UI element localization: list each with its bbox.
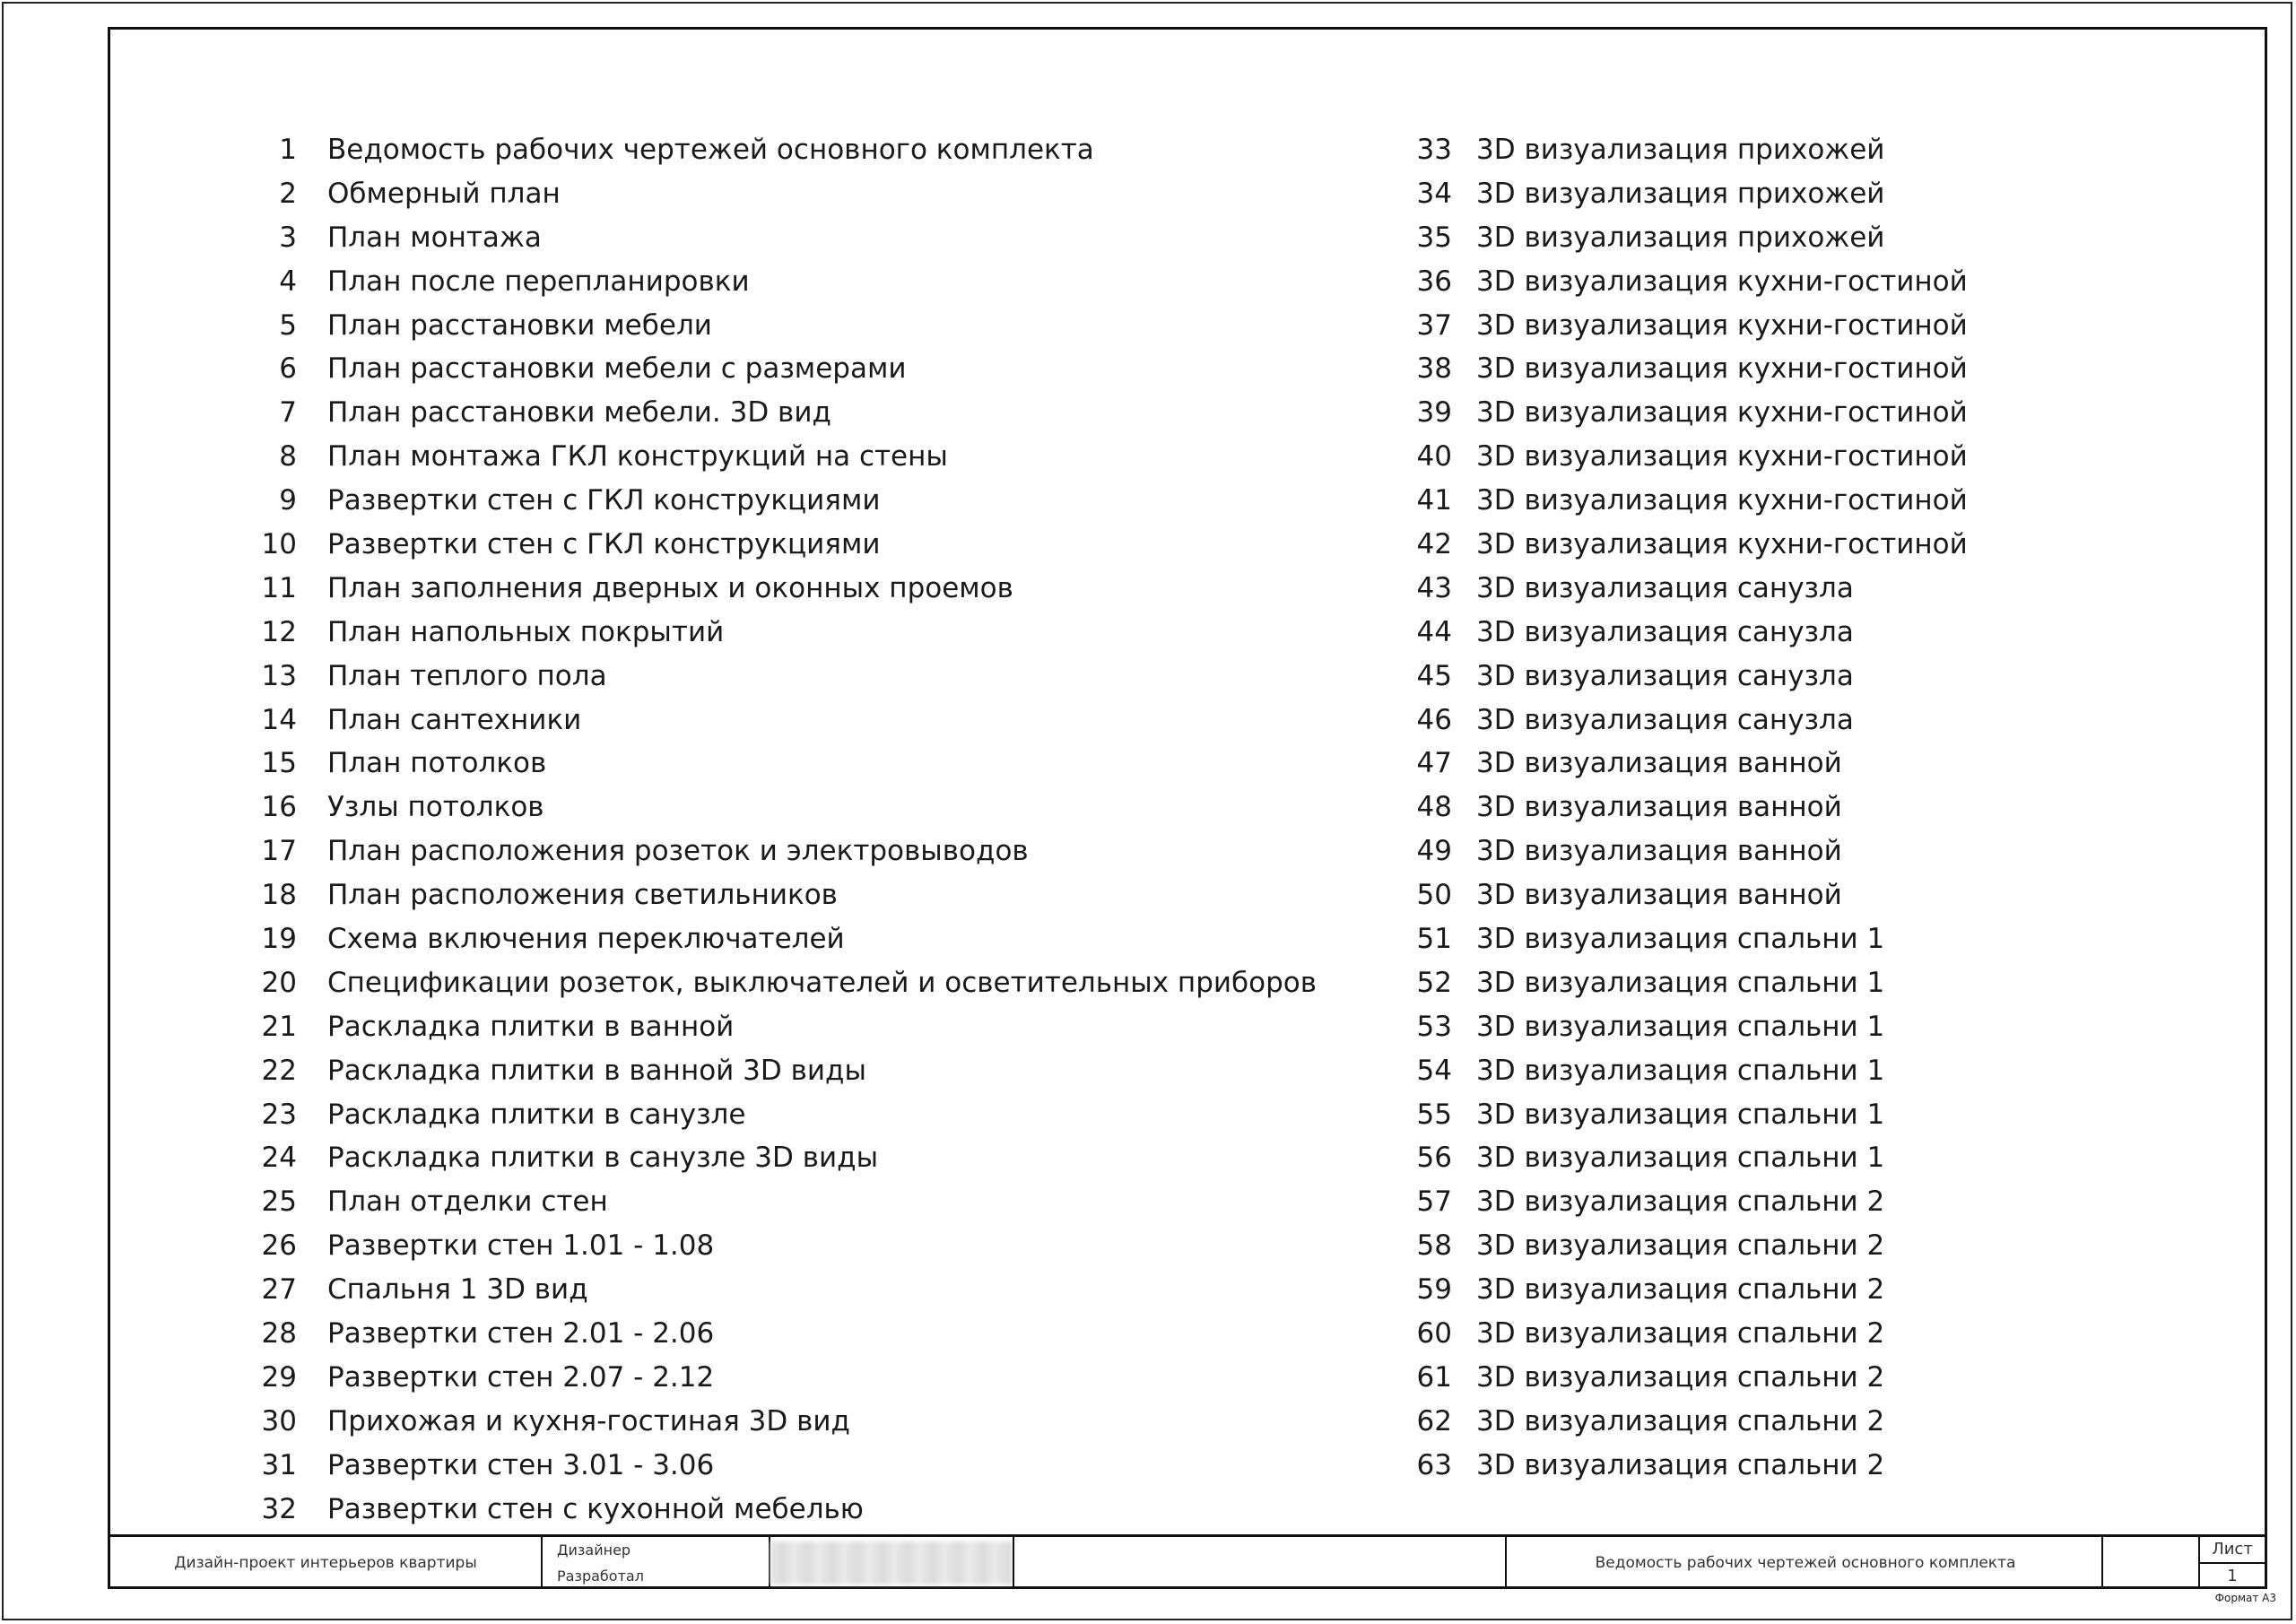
sheet-title-cell: 3D визуализация санузла	[1476, 703, 1854, 736]
sheet-number-cell: 62	[1416, 1404, 1452, 1437]
sheet-number-cell: 27	[261, 1273, 297, 1307]
sheet-number-cell: 36	[1416, 265, 1452, 298]
sheet-title-cell: 3D визуализация спальни 2	[1476, 1185, 1885, 1219]
sheet-title-cell: 3D визуализация спальни 1	[1476, 1098, 1885, 1131]
sheet-number-cell: 18	[261, 879, 297, 912]
sheet-title-cell: Раскладка плитки в ванной	[327, 1010, 735, 1043]
sheet-title-cell: 3D визуализация спальни 2	[1476, 1448, 1885, 1481]
sheet-title-cell: 3D визуализация санузла	[1476, 659, 1854, 692]
sheet-number-cell: 16	[261, 791, 297, 824]
sheet-title-cell: 3D визуализация ванной	[1476, 747, 1842, 780]
sheet-number-cell: 40	[1416, 440, 1452, 473]
title-block	[110, 1534, 2265, 1586]
sheet-number-cell: 50	[1416, 879, 1452, 912]
sheet-title-cell: Прихожая и кухня-гостиная 3D вид	[327, 1404, 850, 1437]
sheet-number-cell: 45	[1416, 659, 1452, 692]
sheet-title-cell: 3D визуализация ванной	[1476, 879, 1842, 912]
sheet-title-cell: План напольных покрытий	[327, 615, 725, 648]
sheet-title-cell: 3D визуализация спальни 2	[1476, 1317, 1885, 1350]
sheet-number-cell: 47	[1416, 747, 1452, 780]
sheet-title-cell: 3D визуализация ванной	[1476, 835, 1842, 868]
sheet-title-cell: 3D визуализация спальни 2	[1476, 1229, 1885, 1263]
sheet-number-cell: 63	[1416, 1448, 1452, 1481]
sheet-number-cell: 8	[279, 440, 297, 473]
sheet-number-cell: 17	[261, 835, 297, 868]
sheet-number-cell: 44	[1416, 615, 1452, 648]
sheet-number-cell: 11	[261, 571, 297, 604]
sheet-title-cell: Развертки стен 3.01 - 3.06	[327, 1448, 715, 1481]
sheet-title-cell: План потолков	[327, 747, 547, 780]
sheet-title-cell: 3D визуализация ванной	[1476, 791, 1842, 824]
sheet-title-cell: 3D визуализация санузла	[1476, 615, 1854, 648]
sheet-number-cell: 30	[261, 1404, 297, 1437]
sheet-number-cell: 21	[261, 1010, 297, 1043]
sheet-number-cell: 12	[261, 615, 297, 648]
sheet-number-cell: 34	[1416, 177, 1452, 210]
sheet-number-cell: 35	[1416, 221, 1452, 254]
sheet-title-cell: 3D визуализация кухни-гостиной	[1476, 528, 1968, 561]
sheet-number-cell: 51	[1416, 923, 1452, 956]
sheet-title-cell: Раскладка плитки в санузле 3D виды	[327, 1142, 879, 1175]
sheet-number: 1	[2227, 1567, 2238, 1585]
sheet-number-cell: 56	[1416, 1142, 1452, 1175]
sheet-number-cell: 25	[261, 1185, 297, 1219]
sheet-number-cell: 2	[279, 177, 297, 210]
sheet-title-cell: План расстановки мебели	[327, 308, 712, 342]
sheet-number-cell: 46	[1416, 703, 1452, 736]
sheet-number-cell: 31	[261, 1448, 297, 1481]
sheet-title-cell: План расстановки мебели. 3D вид	[327, 396, 831, 430]
sheet-title-cell: Развертки стен 2.07 - 2.12	[327, 1360, 715, 1394]
sheet-cell	[2200, 1537, 2265, 1586]
sheet-number-cell: 42	[1416, 528, 1452, 561]
sheet-number-cell: 9	[279, 484, 297, 517]
title-block-divider	[541, 1537, 543, 1586]
sheet-title-cell: План заполнения дверных и оконных проемов	[327, 571, 1013, 604]
sheet-title-cell: 3D визуализация кухни-гостиной	[1476, 352, 1968, 386]
sheet-number-cell: 38	[1416, 352, 1452, 386]
sheet-number-cell: 55	[1416, 1098, 1452, 1131]
sheet-number-cell: 37	[1416, 308, 1452, 342]
sheet-title-cell: План после перепланировки	[327, 265, 750, 298]
sheet-number-cell: 32	[261, 1492, 297, 1525]
developer-label: Разработал	[557, 1568, 644, 1585]
sheet-number-cell: 48	[1416, 791, 1452, 824]
roles	[553, 1537, 769, 1586]
sheet-title-cell: Схема включения переключателей	[327, 923, 845, 956]
drawing-frame	[108, 27, 2267, 1589]
sheet-number-cell: 20	[261, 966, 297, 999]
sheet-title-cell: 3D визуализация кухни-гостиной	[1476, 396, 1968, 430]
sheet-title-cell: 3D визуализация кухни-гостиной	[1476, 440, 1968, 473]
sheet-title-cell: Развертки стен 1.01 - 1.08	[327, 1229, 715, 1263]
sheet-title-cell: Спальня 1 3D вид	[327, 1273, 588, 1307]
sheet-number-cell: 26	[261, 1229, 297, 1263]
sheet-title-cell: План расположения светильников	[327, 879, 838, 912]
sheet-number-cell: 3	[279, 221, 297, 254]
sheet-title-cell: 3D визуализация спальни 2	[1476, 1404, 1885, 1437]
sheet-number-cell: 14	[261, 703, 297, 736]
sheet-title-cell: Обмерный план	[327, 177, 561, 210]
title-block-divider	[1505, 1537, 1507, 1586]
sheet-title-cell: 3D визуализация прихожей	[1476, 177, 1885, 210]
sheet-number-cell: 19	[261, 923, 297, 956]
sheet-number-cell: 59	[1416, 1273, 1452, 1307]
sheet-title-cell: План отделки стен	[327, 1185, 608, 1219]
sheet-label: Лист	[2200, 1537, 2265, 1564]
sheet-title-cell: 3D визуализация спальни 1	[1476, 1054, 1885, 1087]
sheet-title-cell: 3D визуализация прихожей	[1476, 134, 1885, 166]
sheet-number-cell: 58	[1416, 1229, 1452, 1263]
sheet-number-cell: 7	[279, 396, 297, 430]
sheet-title-cell: 3D визуализация спальни 1	[1476, 1142, 1885, 1175]
sheet-number-cell: 39	[1416, 396, 1452, 430]
sheet-number-cell: 41	[1416, 484, 1452, 517]
sheet-title-cell: План теплого пола	[327, 659, 607, 692]
sheet-title-cell: 3D визуализация спальни 2	[1476, 1273, 1885, 1307]
sheet-number-cell: 33	[1416, 134, 1452, 166]
title-block-divider	[1013, 1537, 1014, 1586]
sheet-title-cell: 3D визуализация спальни 1	[1476, 923, 1885, 956]
sheet-title-cell: Развертки стен с ГКЛ конструкциями	[327, 528, 881, 561]
sheet-title-cell: 3D визуализация санузла	[1476, 571, 1854, 604]
sheet-number-cell: 49	[1416, 835, 1452, 868]
sheet-number-cell: 24	[261, 1142, 297, 1175]
sheet-number-cell: 61	[1416, 1360, 1452, 1394]
sheet-title-cell: 3D визуализация спальни 2	[1476, 1360, 1885, 1394]
sheet-title-cell: Развертки стен с кухонной мебелью	[327, 1492, 864, 1525]
sheet-number-cell: 23	[261, 1098, 297, 1131]
sheet-number-cell: 4	[279, 265, 297, 298]
sheet-title-cell: План монтажа ГКЛ конструкций на стены	[327, 440, 948, 473]
project-name: Дизайн-проект интерьеров квартиры	[174, 1554, 477, 1572]
sheet-number-cell: 5	[279, 308, 297, 342]
redacted-names	[770, 1541, 1013, 1585]
sheet-number-cell: 54	[1416, 1054, 1452, 1087]
sheet-number-cell: 52	[1416, 966, 1452, 999]
sheet-number-cell: 29	[261, 1360, 297, 1394]
sheet-number-cell: 53	[1416, 1010, 1452, 1043]
sheet-title-cell: Развертки стен 2.01 - 2.06	[327, 1317, 715, 1350]
title-block-divider	[2101, 1537, 2103, 1586]
sheet-number-cell: 57	[1416, 1185, 1452, 1219]
sheet-title-cell: Раскладка плитки в ванной 3D виды	[327, 1054, 866, 1087]
sheet-title-cell: 3D визуализация кухни-гостиной	[1476, 265, 1968, 298]
sheet-title-cell: 3D визуализация прихожей	[1476, 221, 1885, 254]
sheet-title-cell: Развертки стен с ГКЛ конструкциями	[327, 484, 881, 517]
sheet-title-cell: Узлы потолков	[327, 791, 544, 824]
sheet-number-cell: 15	[261, 747, 297, 780]
sheet-title-cell: План монтажа	[327, 221, 542, 254]
sheet-number-cell: 1	[279, 134, 297, 166]
sheet-title-cell: Раскладка плитки в санузле	[327, 1098, 746, 1131]
sheet-title-cell: 3D визуализация спальни 1	[1476, 966, 1885, 999]
sheet-title-cell: 3D визуализация кухни-гостиной	[1476, 308, 1968, 342]
sheet-title-cell: План сантехники	[327, 703, 582, 736]
sheet-number-cell: 10	[261, 528, 297, 561]
sheet-number-cell: 13	[261, 659, 297, 692]
document-title: Ведомость рабочих чертежей основного комплекта	[1595, 1554, 2016, 1572]
designer-label: Дизайнер	[557, 1541, 631, 1559]
sheet-number-cell: 6	[279, 352, 297, 386]
sheet-number-cell: 60	[1416, 1317, 1452, 1350]
sheet-title-cell: 3D визуализация спальни 1	[1476, 1010, 1885, 1043]
sheet-title-cell: Ведомость рабочих чертежей основного комплекта	[327, 134, 1094, 166]
sheet-title-cell: Спецификации розеток, выключателей и осветительных приборов	[327, 966, 1318, 999]
format-label: Формат А3	[2214, 1592, 2276, 1604]
sheet-title-cell: План расстановки мебели с размерами	[327, 352, 907, 386]
sheet-number-cell: 43	[1416, 571, 1452, 604]
sheet-title-cell: План расположения розеток и электровыводов	[327, 835, 1029, 868]
sheet-title-cell: 3D визуализация кухни-гостиной	[1476, 484, 1968, 517]
sheet-number-cell: 28	[261, 1317, 297, 1350]
sheet-number-cell: 22	[261, 1054, 297, 1087]
